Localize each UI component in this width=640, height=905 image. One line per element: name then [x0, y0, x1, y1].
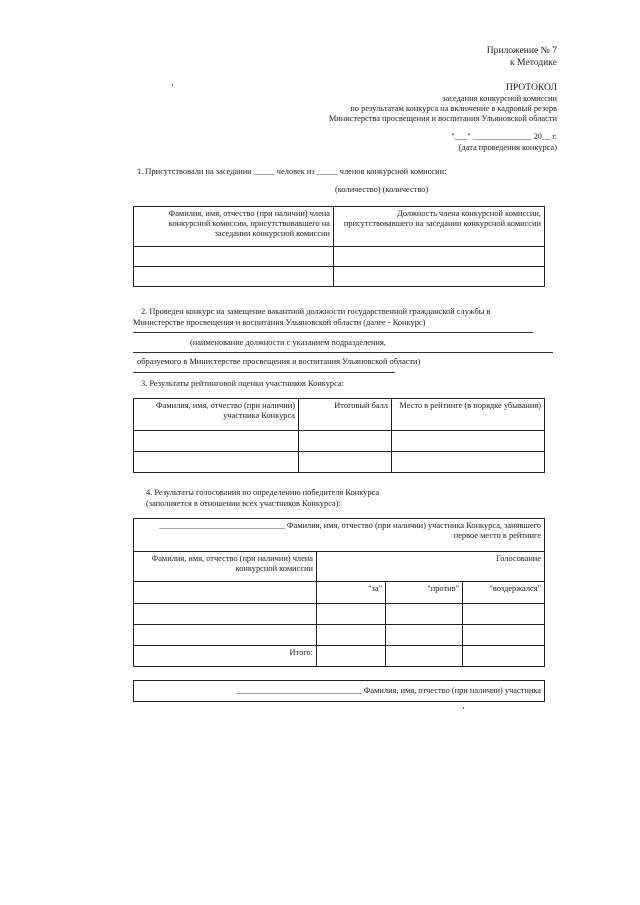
voting-member-header: Фамилия, имя, отчество (при наличии) члена конкурсной комиссии [134, 552, 317, 582]
date-line: "___" ______________ 20__ г. [451, 132, 557, 141]
section3-text: 3. Результаты рейтинговой оценки участников Конкурса: [141, 379, 344, 388]
vote-abstain-header: "воздержался" [463, 582, 545, 604]
rating-table [133, 398, 545, 473]
rating-cell [134, 452, 299, 473]
protocol-title: ПРОТОКОЛ [505, 82, 557, 93]
attendance-cell [334, 267, 545, 287]
scan-speck [463, 707, 464, 709]
voting-total-cell [463, 646, 545, 667]
voting-cell [463, 604, 545, 625]
rating-cell [134, 431, 299, 452]
appendix-to-method: к Методике [509, 57, 557, 68]
attendance-cell [134, 247, 334, 267]
section1-text: 1. Присутствовали на заседании _____ человек из _____ членов конкурсной комиссии: [137, 167, 447, 176]
voting-total-label: Итого: [134, 646, 317, 667]
voting-cell [317, 625, 386, 646]
attendance-table [133, 206, 545, 287]
section2-caption-1: (наименование должности с указанием подразделения, [190, 338, 386, 347]
rating-cell [299, 431, 392, 452]
rating-header-score: Итоговый балл [299, 399, 392, 431]
protocol-subtitle-3: Министерства просвещения и воспитания Ульяновской области [328, 114, 557, 123]
voting-cell [134, 625, 317, 646]
vote-against-header: "против" [386, 582, 463, 604]
voting-cell [317, 604, 386, 625]
rating-cell [392, 431, 545, 452]
vote-for-header: "за" [317, 582, 386, 604]
voting-cell [463, 625, 545, 646]
attendance-cell [334, 247, 545, 267]
attendance-header-position: Должность члена конкурсной комиссии, присутствовавшего на заседании конкурсной комиссии [334, 207, 545, 247]
rating-header-name: Фамилия, имя, отчество (при наличии) участника Конкурса [134, 399, 299, 431]
rating-header-place: Место в рейтинге (в порядке убывания) [392, 399, 545, 431]
rating-cell [392, 452, 545, 473]
rating-cell [299, 452, 392, 473]
attendance-cell [134, 267, 334, 287]
protocol-subtitle-1: заседания конкурсной комиссии [442, 94, 557, 103]
voting-header: Голосование [317, 552, 545, 582]
protocol-subtitle-2: по результатам конкурса на включение в кадровый резерв [350, 104, 557, 113]
section1-quantity-caption: (количество) (количество) [335, 185, 429, 194]
voting-total-cell [317, 646, 386, 667]
section4-text-line1: 4. Результаты голосования по определению победителя Конкурса [146, 488, 380, 497]
section2-underline [133, 372, 395, 373]
voting-total-cell [386, 646, 463, 667]
section4-text-line2: (заполняется в отношении всех участников Конкурса): [146, 499, 341, 508]
participant-table [133, 680, 545, 702]
section2-caption-2: образуемого в Министерстве просвещения и воспитания Ульяновской области) [137, 357, 421, 366]
attendance-header-name: Фамилия, имя, отчество (при наличии) члена конкурсной комиссии, присутствовавшего на заседании конкурсной комиссии [134, 207, 334, 247]
appendix-number: Приложение № 7 [486, 45, 557, 56]
section2-text-line1: 2. Проведен конкурс на замещение вакантной должности государственной гражданской службы в [141, 307, 491, 316]
position-unit-line [133, 352, 553, 353]
voting-winner-header: ______________________________ Фамилия, имя, отчество (при наличии) участника Конкурса, занявшего первое место в рейтинге [134, 519, 545, 552]
voting-cell [386, 604, 463, 625]
date-caption: (дата проведения конкурса) [458, 143, 557, 152]
voting-table [133, 518, 545, 667]
section2-text-line2: Министерстве просвещения и воспитания Ульяновской области (далее - Конкурс) [133, 318, 426, 327]
scan-speck [172, 84, 173, 86]
voting-member-cell [134, 582, 317, 604]
voting-cell [386, 625, 463, 646]
participant-name-header: ______________________________ Фамилия, имя, отчество (при наличии) участника [134, 681, 545, 702]
position-name-line [133, 332, 533, 333]
voting-cell [134, 604, 317, 625]
